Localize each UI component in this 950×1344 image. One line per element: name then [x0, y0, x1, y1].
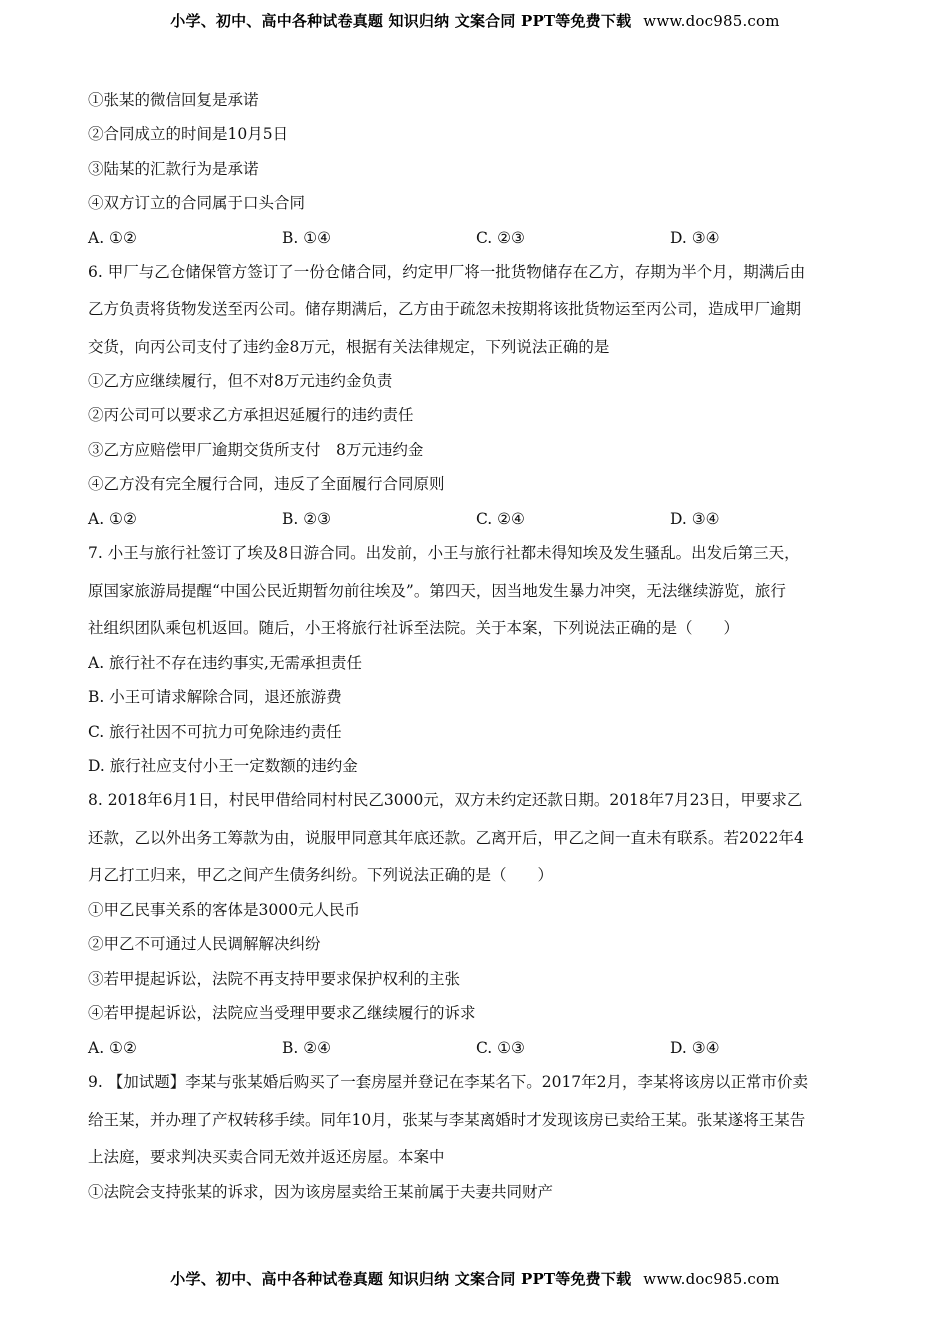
q8-item-4: ④若甲提起诉讼，法院应当受理甲要求乙继续履行的诉求: [88, 1004, 476, 1022]
header-title: 小学、初中、高中各种试卷真题 知识归纳 文案合同 PPT等免费下载: [170, 12, 632, 30]
q8-option-c: C. ①③: [476, 1039, 525, 1057]
q5-item-4: ④双方订立的合同属于口头合同: [88, 194, 306, 212]
q5-option-c: C. ②③: [476, 229, 525, 247]
q8-stem-line-3: 月乙打工归来，甲乙之间产生债务纠纷。下列说法正确的是（ ）: [88, 866, 554, 884]
q8-item-2: ②甲乙不可通过人民调解解决纠纷: [88, 935, 321, 953]
q5-option-a: A. ①②: [88, 229, 137, 247]
q7-stem-line-2: 原国家旅游局提醒“中国公民近期暂勿前往埃及”。第四天，因当地发生暴力冲突，无法继续游览，旅行: [88, 582, 786, 600]
q7-option-c: C. 旅行社因不可抗力可免除违约责任: [88, 723, 342, 741]
q7-option-d: D. 旅行社应支付小王一定数额的违约金: [88, 757, 358, 775]
q5-item-2: ②合同成立的时间是10月5日: [88, 125, 289, 143]
q7-option-a: A. 旅行社不存在违约事实,无需承担责任: [88, 654, 362, 672]
q9-stem-line-2: 给王某，并办理了产权转移手续。同年10月，张某与李某离婚时才发现该房已卖给王某。张某遂将王某告: [88, 1111, 806, 1129]
q8-item-3: ③若甲提起诉讼，法院不再支持甲要求保护权利的主张: [88, 970, 461, 988]
q7-option-b: B. 小王可请求解除合同，退还旅游费: [88, 688, 342, 706]
q6-item-4: ④乙方没有完全履行合同，违反了全面履行合同原则: [88, 475, 445, 493]
q8-option-b: B. ②④: [282, 1039, 332, 1057]
q8-stem-line-2: 还款，乙以外出务工筹款为由，说服甲同意其年底还款。乙离开后，甲乙之间一直未有联系。若2022年4: [88, 829, 804, 847]
q9-stem-line-3: 上法庭，要求判决买卖合同无效并返还房屋。本案中: [88, 1148, 445, 1166]
q6-option-c: C. ②④: [476, 510, 525, 528]
q6-option-a: A. ①②: [88, 510, 137, 528]
q5-option-b: B. ①④: [282, 229, 332, 247]
q6-item-2: ②丙公司可以要求乙方承担迟延履行的违约责任: [88, 406, 414, 424]
q8-item-1: ①甲乙民事关系的客体是3000元人民币: [88, 901, 360, 919]
page-footer: [0, 1268, 950, 1289]
q9-stem-line-1: 9. 【加试题】李某与张某婚后购买了一套房屋并登记在李某名下。2017年2月，李某将该房以正常市价卖: [88, 1073, 809, 1091]
footer-url[interactable]: www.doc985.com: [643, 1270, 780, 1288]
q6-item-1: ①乙方应继续履行，但不对8万元违约金负责: [88, 372, 393, 390]
q9-item-1: ①法院会支持张某的诉求，因为该房屋卖给王某前属于夫妻共同财产: [88, 1183, 554, 1201]
q6-stem-line-1: 6. 甲厂与乙仓储保管方签订了一份仓储合同，约定甲厂将一批货物储存在乙方，存期为半个月，期满后由: [88, 263, 806, 281]
footer-title: 小学、初中、高中各种试卷真题 知识归纳 文案合同 PPT等免费下载: [170, 1270, 632, 1288]
q6-item-3: ③乙方应赔偿甲厂逾期交货所支付 8万元违约金: [88, 441, 424, 459]
q7-stem-line-3: 社组织团队乘包机返回。随后，小王将旅行社诉至法院。关于本案，下列说法正确的是（ ）: [88, 619, 740, 637]
q5-option-d: D. ③④: [670, 229, 720, 247]
q6-stem-line-2: 乙方负责将货物发送至丙公司。储存期满后，乙方由于疏忽未按期将该批货物运至丙公司，造成甲厂逾期: [88, 300, 802, 318]
header-url[interactable]: www.doc985.com: [643, 12, 780, 30]
q8-option-d: D. ③④: [670, 1039, 720, 1057]
q6-stem-line-3: 交货，向丙公司支付了违约金8万元，根据有关法律规定，下列说法正确的是: [88, 338, 610, 356]
q5-item-1: ①张某的微信回复是承诺: [88, 91, 259, 109]
q6-option-b: B. ②③: [282, 510, 332, 528]
q5-options: [88, 228, 868, 248]
q6-option-d: D. ③④: [670, 510, 720, 528]
q8-stem-line-1: 8. 2018年6月1日，村民甲借给同村村民乙3000元，双方未约定还款日期。2018年7月23日，甲要求乙: [88, 791, 803, 809]
q8-option-a: A. ①②: [88, 1039, 137, 1057]
q7-stem-line-1: 7. 小王与旅行社签订了埃及8日游合同。出发前，小王与旅行社都未得知埃及发生骚乱。出发后第三天，: [88, 544, 800, 562]
q6-options: [88, 509, 868, 529]
q5-item-3: ③陆某的汇款行为是承诺: [88, 160, 259, 178]
page-header: [0, 10, 950, 31]
q8-options: [88, 1038, 868, 1058]
